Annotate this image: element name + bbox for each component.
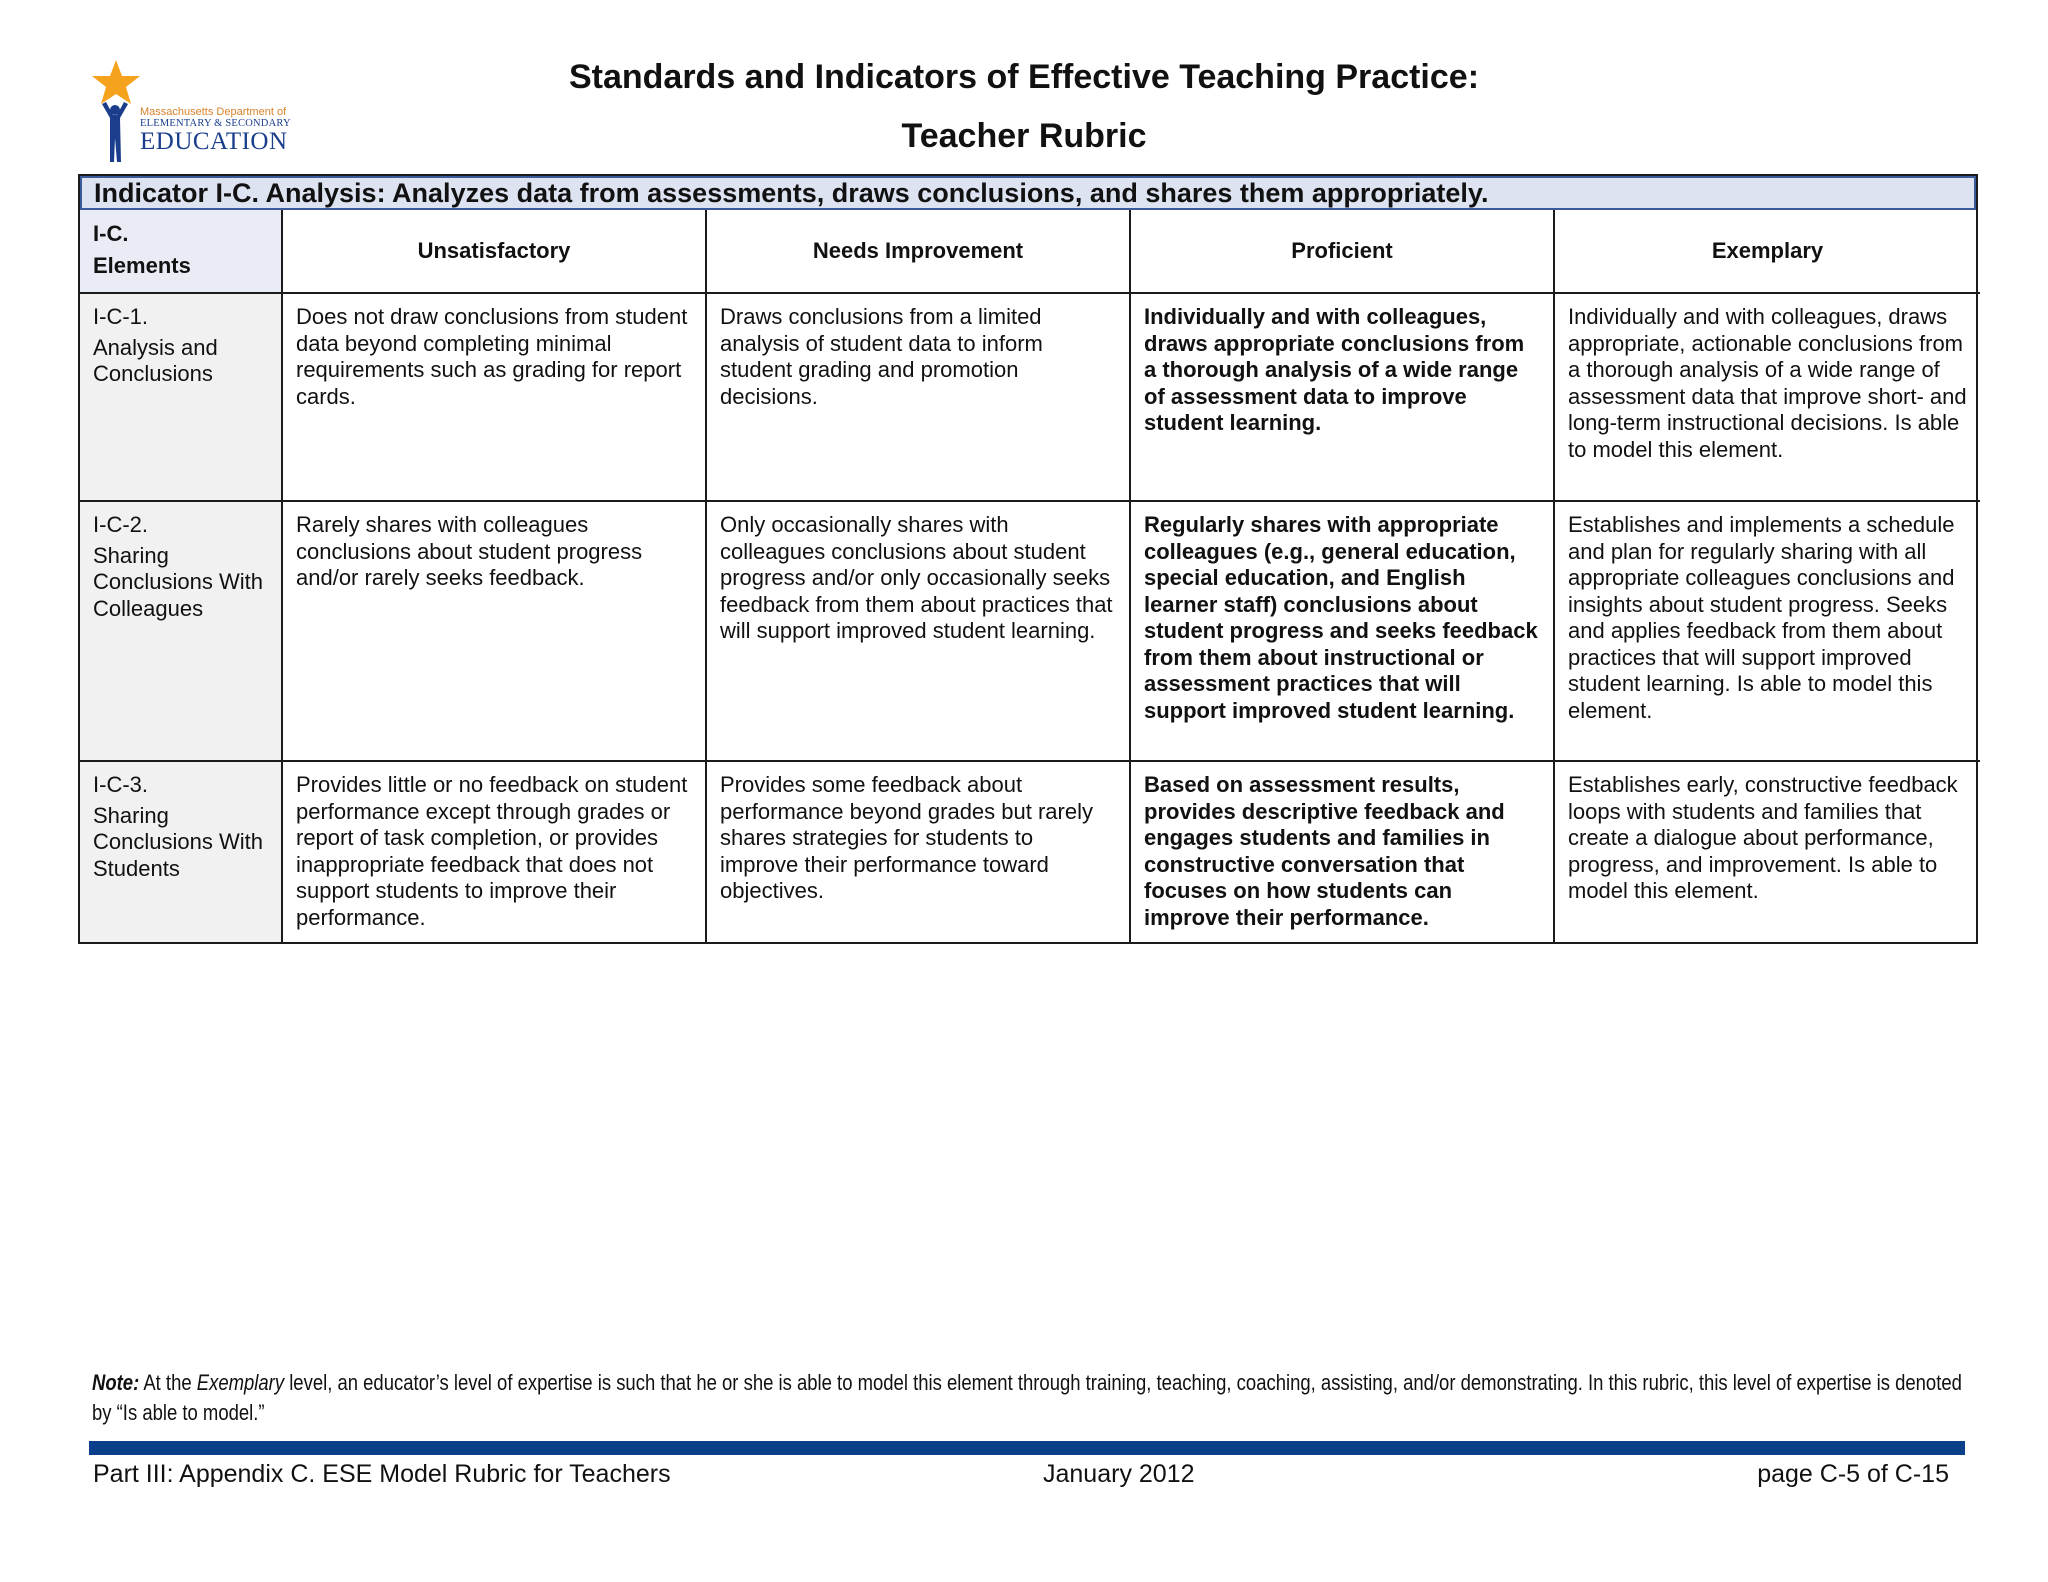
element-code: I-C-2. (93, 512, 148, 537)
cell-needs-improvement: Provides some feedback about performance beyond grades but rarely shares strategies for students to improve their performance toward objectives. (706, 761, 1130, 942)
corner-header (80, 210, 282, 293)
element-name: Sharing Conclusions With Students (93, 802, 263, 881)
logo-line2: ELEMENTARY & SECONDARY (140, 118, 291, 129)
page-subtitle: Teacher Rubric (901, 117, 1147, 155)
table-row (80, 293, 1980, 501)
logo-line3: EDUCATION (140, 128, 288, 155)
element-cell (80, 761, 282, 942)
header-unsatisfactory: Unsatisfactory (282, 210, 706, 293)
footer-page-number: page C-5 of C-15 (1757, 1460, 1949, 1488)
rubric-grid (80, 210, 1980, 942)
element-code: I-C-1. (93, 304, 148, 329)
footer-date: January 2012 (1043, 1460, 1195, 1488)
header-needs-improvement: Needs Improvement (706, 210, 1130, 293)
footer-doc-title: Part III: Appendix C. ESE Model Rubric for Teachers (93, 1460, 671, 1488)
cell-proficient: Individually and with colleagues, draws appropriate conclusions from a thorough analysis of a wide range of assessment data to improve student learning. (1130, 293, 1554, 501)
cell-needs-improvement: Only occasionally shares with colleagues conclusions about student progress and/or only occasionally seeks feedback from them about practices that will support improved student learning. (706, 501, 1130, 761)
page-title: Standards and Indicators of Effective Teaching Practice: (568, 58, 1480, 96)
cell-needs-improvement: Draws conclusions from a limited analysis of student data to inform student grading and promotion decisions. (706, 293, 1130, 501)
cell-unsatisfactory: Provides little or no feedback on student performance except through grades or report of task completion, or provides inappropriate feedback that does not support students to improve their performance. (282, 761, 706, 942)
table-row (80, 501, 1980, 761)
footer-rule (89, 1441, 1965, 1455)
note-label: Note: (92, 1370, 140, 1395)
element-name: Analysis and Conclusions (93, 334, 218, 386)
corner-code: I-C. (93, 221, 129, 246)
header-proficient: Proficient (1130, 210, 1554, 293)
cell-proficient: Regularly shares with appropriate colleagues (e.g., general education, special education, and English learner staff) conclusions about student progress and seeks feedback from them about instructional or assessment practices that will support improved student learning. (1130, 501, 1554, 761)
note-text-b: level, an educator’s level of expertise is such that he or she is able to model this element through training, teaching, coaching, assisting, and/or demonstrating. In this rubric, this level of expertise is denoted by “Is able to model.” (92, 1370, 1962, 1425)
cell-exemplary: Establishes and implements a schedule and plan for regularly sharing with all appropriate colleagues conclusions and insights about student progress. Seeks and applies feedback from them about practices that will support improved student learning. Is able to model this element. (1554, 501, 1980, 761)
rubric-table (78, 174, 1978, 944)
cell-unsatisfactory: Rarely shares with colleagues conclusions about student progress and/or rarely seeks feedback. (282, 501, 706, 761)
cell-exemplary: Individually and with colleagues, draws appropriate, actionable conclusions from a thorough analysis of a wide range of assessment data that improve short- and long-term instructional decisions. Is able to model this element. (1554, 293, 1980, 501)
logo-line1: Massachusetts Department of (140, 106, 287, 118)
note-text-a: At the (139, 1370, 197, 1395)
corner-label: Elements (93, 253, 191, 278)
header-exemplary: Exemplary (1554, 210, 1980, 293)
element-name: Sharing Conclusions With Colleagues (93, 542, 263, 621)
header-row (80, 210, 1980, 293)
note-emphasis: Exemplary (196, 1370, 285, 1395)
cell-exemplary: Establishes early, constructive feedback loops with students and families that create a dialogue about performance, progress, and improvement. Is able to model this element. (1554, 761, 1980, 942)
element-cell (80, 501, 282, 761)
cell-unsatisfactory: Does not draw conclusions from student data beyond completing minimal requirements such as grading for report cards. (282, 293, 706, 501)
element-cell (80, 293, 282, 501)
element-code: I-C-3. (93, 772, 148, 797)
footnote (92, 1368, 1965, 1428)
cell-proficient: Based on assessment results, provides descriptive feedback and engages students and families in constructive conversation that focuses on how students can improve their performance. (1130, 761, 1554, 942)
table-row (80, 761, 1980, 942)
indicator-heading: Indicator I-C. Analysis: Analyzes data from assessments, draws conclusions, and shares them appropriately. (80, 176, 1976, 210)
